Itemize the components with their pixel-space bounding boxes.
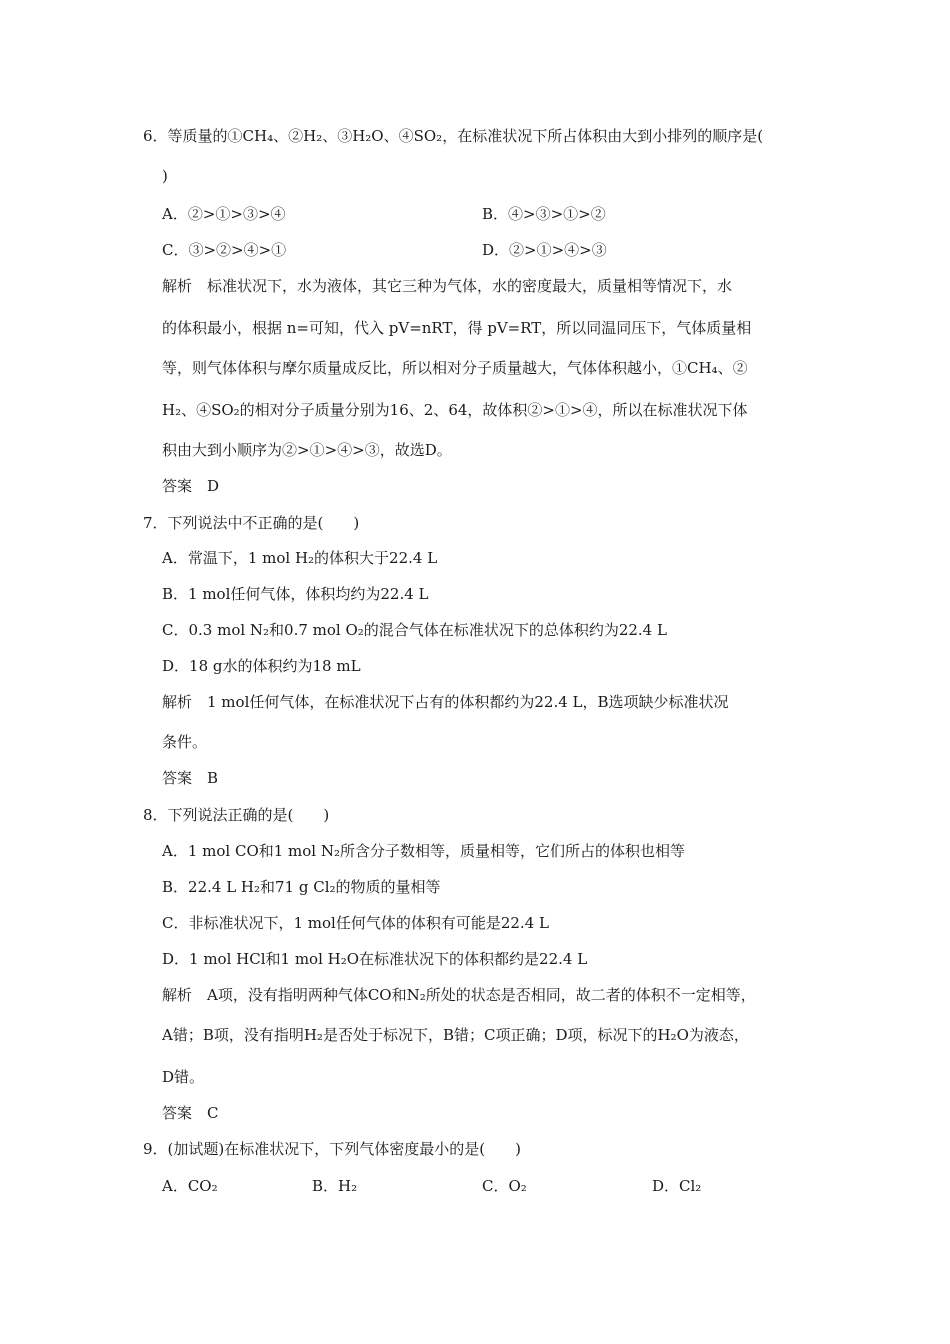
q7-opt-d: D．18 g水的体积约为18 mL bbox=[162, 657, 361, 675]
q7-expl-1: 解析 1 mol任何气体，在标准状况下占有的体积都约为22.4 L，B选项缺少标准状况 bbox=[162, 693, 729, 711]
q6-expl-2: 的体积最小，根据 n=可知，代入 pV=nRT，得 pV=RT，所以同温同压下，气体质量相 bbox=[162, 319, 752, 337]
q8-expl-1: 解析 A项，没有指明两种气体CO和N₂所处的状态是否相同，故二者的体积不一定相等， bbox=[162, 986, 756, 1004]
q8-opt-a: A．1 mol CO和1 mol N₂所含分子数相等，质量相等，它们所占的体积也相等 bbox=[162, 842, 686, 860]
q8-answer: 答案 C bbox=[162, 1104, 219, 1122]
q6-stem-1: 6．等质量的①CH₄、②H₂、③H₂O、④SO₂，在标准状况下所占体积由大到小排列的顺序是( bbox=[143, 127, 764, 145]
q8-opt-c: C．非标准状况下，1 mol任何气体的体积有可能是22.4 L bbox=[162, 914, 549, 932]
q6-opt-d: D．②>①>④>③ bbox=[482, 241, 607, 259]
q6-expl-3: 等，则气体体积与摩尔质量成反比，所以相对分子质量越大，气体体积越小，①CH₄、② bbox=[162, 359, 748, 377]
q8-stem: 8．下列说法正确的是( ) bbox=[143, 806, 330, 824]
q6-answer: 答案 D bbox=[162, 477, 220, 495]
q6-opt-b: B．④>③>①>② bbox=[482, 205, 606, 223]
q7-stem: 7．下列说法中不正确的是( ) bbox=[143, 514, 360, 532]
q6-opt-c: C．③>②>④>① bbox=[162, 241, 287, 259]
q6-expl-5: 积由大到小顺序为②>①>④>③，故选D。 bbox=[162, 441, 452, 459]
q6-stem-2: ) bbox=[162, 167, 168, 185]
q9-opt-a: A．CO₂ bbox=[162, 1177, 218, 1195]
q9-stem: 9．(加试题)在标准状况下，下列气体密度最小的是( ) bbox=[143, 1140, 521, 1158]
q6-expl-4: H₂、④SO₂的相对分子质量分别为16、2、64，故体积②>①>④，所以在标准状况下体 bbox=[162, 401, 748, 419]
q9-opt-d: D．Cl₂ bbox=[652, 1177, 702, 1195]
q8-expl-2: A错；B项，没有指明H₂是否处于标况下，B错；C项正确；D项，标况下的H₂O为液态， bbox=[162, 1026, 749, 1044]
q7-expl-2: 条件。 bbox=[162, 733, 208, 751]
q8-expl-3: D错。 bbox=[162, 1068, 205, 1086]
q9-opt-c: C．O₂ bbox=[482, 1177, 527, 1195]
q7-answer: 答案 B bbox=[162, 769, 219, 787]
q6-expl-1: 解析 标准状况下，水为液体，其它三种为气体，水的密度最大，质量相等情况下，水 bbox=[162, 277, 733, 295]
q8-opt-d: D．1 mol HCl和1 mol H₂O在标准状况下的体积都约是22.4 L bbox=[162, 950, 588, 968]
q7-opt-c: C．0.3 mol N₂和0.7 mol O₂的混合气体在标准状况下的总体积约为22.4 L bbox=[162, 621, 667, 639]
q7-opt-b: B．1 mol任何气体，体积均约为22.4 L bbox=[162, 585, 429, 603]
q7-opt-a: A．常温下，1 mol H₂的体积大于22.4 L bbox=[162, 549, 438, 567]
q9-opt-b: B．H₂ bbox=[312, 1177, 358, 1195]
q8-opt-b: B．22.4 L H₂和71 g Cl₂的物质的量相等 bbox=[162, 878, 441, 896]
q6-opt-a: A．②>①>③>④ bbox=[162, 205, 286, 223]
